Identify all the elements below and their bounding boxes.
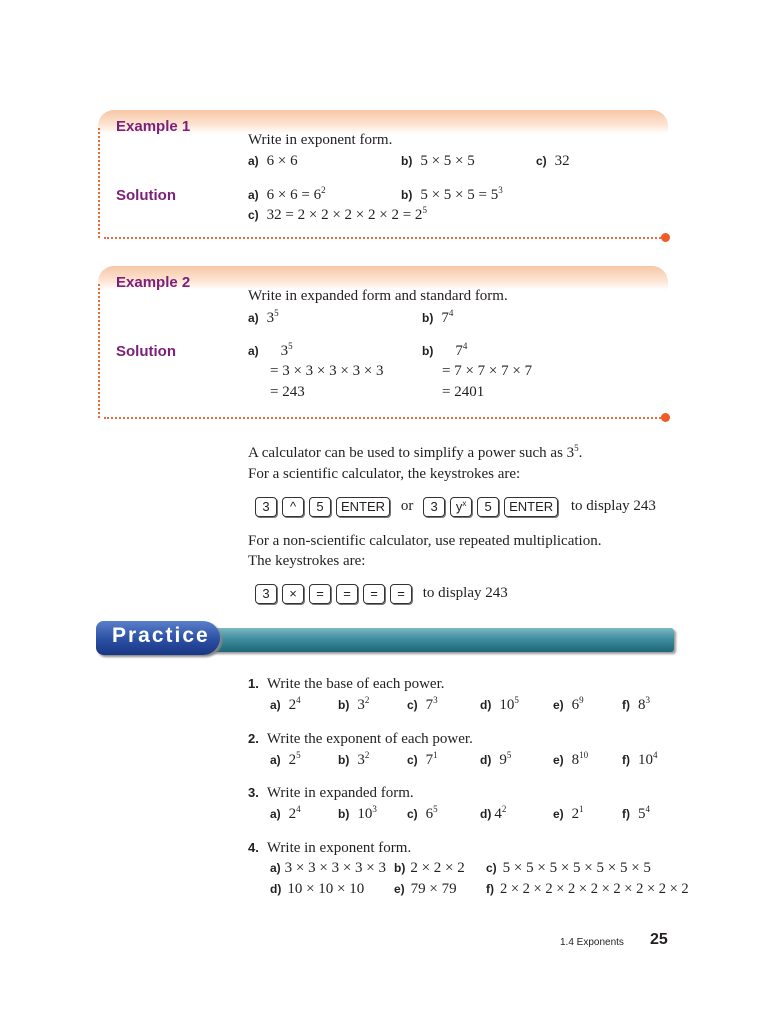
question-4-part: f) 2 × 2 × 2 × 2 × 2 × 2 × 2 × 2 × 2 bbox=[486, 881, 689, 897]
example-2-solution-b-expanded: = 7 × 7 × 7 × 7 bbox=[442, 363, 533, 379]
dotted-border bbox=[104, 237, 664, 239]
example-1-solution-label: Solution bbox=[116, 187, 176, 204]
question-3-part: e) $2^1$ bbox=[553, 804, 584, 822]
dotted-border bbox=[98, 128, 100, 238]
calc-key: 3 bbox=[423, 497, 445, 517]
practice-title: Practice bbox=[112, 624, 210, 647]
question-3-prompt: 3. Write in expanded form. bbox=[248, 785, 414, 801]
calc-key: ENTER bbox=[504, 497, 558, 517]
example-1-part-a: a) 6 × 6 bbox=[248, 153, 298, 169]
dotted-border bbox=[98, 284, 100, 418]
example-1-label: Example 1 bbox=[116, 118, 191, 135]
question-1-prompt: 1. Write the base of each power. bbox=[248, 676, 445, 692]
calc-key: 5 bbox=[477, 497, 499, 517]
example-2-solution-b: b) $7^4$ bbox=[422, 341, 468, 359]
example-2-part-a: a) $3^5$ bbox=[248, 308, 279, 326]
example-2-solution-b-standard: = 2401 bbox=[442, 384, 485, 400]
calculator-line-2: For a scientific calculator, the keystrokes are: bbox=[248, 466, 521, 482]
bullet-dot bbox=[661, 413, 670, 422]
calculator-line-1: A calculator can be used to simplify a power such as $3^5$. bbox=[248, 443, 583, 461]
question-1-part: f) $8^3$ bbox=[622, 695, 650, 713]
display-text: to display 243 bbox=[422, 585, 508, 602]
footer-section-title: 1.4 Exponents bbox=[560, 937, 624, 948]
calc-key: ^ bbox=[282, 497, 304, 517]
question-1-part: a) $2^4$ bbox=[270, 695, 301, 713]
question-4-part: a) 3 × 3 × 3 × 3 × 3 bbox=[270, 860, 387, 876]
calc-key-y-to-x: $y^x$ bbox=[450, 497, 472, 517]
example-2-solution-a-expanded: = 3 × 3 × 3 × 3 × 3 bbox=[270, 363, 384, 379]
question-1-part: d) $10^5$ bbox=[480, 695, 519, 713]
question-2-part: e) $8^{10}$ bbox=[553, 750, 589, 768]
example-1-part-c: c) 32 bbox=[536, 153, 570, 169]
question-1-part: b) $3^2$ bbox=[338, 695, 370, 713]
calc-key: = bbox=[363, 584, 385, 604]
question-4-part: b) 2 × 2 × 2 bbox=[394, 860, 465, 876]
practice-header-bar bbox=[196, 628, 674, 652]
calc-key: ENTER bbox=[336, 497, 390, 517]
question-1-part: c) $7^3$ bbox=[407, 695, 438, 713]
calc-key: × bbox=[282, 584, 304, 604]
display-text: to display 243 bbox=[570, 498, 656, 515]
calc-key: = bbox=[390, 584, 412, 604]
example-2-label: Example 2 bbox=[116, 274, 191, 291]
question-2-part: b) $3^2$ bbox=[338, 750, 370, 768]
question-3-part: a) $2^4$ bbox=[270, 804, 301, 822]
example-2-solution-label: Solution bbox=[116, 343, 176, 360]
page-number: 25 bbox=[650, 931, 668, 948]
question-4-part: d) 10 × 10 × 10 bbox=[270, 881, 365, 897]
question-2-part: c) $7^1$ bbox=[407, 750, 438, 768]
question-3-part: c) $6^5$ bbox=[407, 804, 438, 822]
bullet-dot bbox=[661, 233, 670, 242]
example-2-prompt: Write in expanded form and standard form. bbox=[248, 288, 508, 304]
example-2-solution-a: a) $3^5$ bbox=[248, 341, 293, 359]
question-4-part: c) 5 × 5 × 5 × 5 × 5 × 5 × 5 bbox=[486, 860, 651, 876]
calc-key: = bbox=[309, 584, 331, 604]
calculator-line-4: The keystrokes are: bbox=[248, 553, 366, 569]
question-2-prompt: 2. Write the exponent of each power. bbox=[248, 731, 473, 747]
example-2-solution-a-standard: = 243 bbox=[270, 384, 305, 400]
question-3-part: d) $4^2$ bbox=[480, 804, 507, 822]
calc-key: = bbox=[336, 584, 358, 604]
calculator-line-3: For a non-scientific calculator, use repeated multiplication. bbox=[248, 533, 602, 549]
question-1-part: e) $6^9$ bbox=[553, 695, 584, 713]
question-3-part: b) $10^3$ bbox=[338, 804, 377, 822]
calc-key: 5 bbox=[309, 497, 331, 517]
question-4-part: e) 79 × 79 bbox=[394, 881, 457, 897]
dotted-border bbox=[104, 417, 664, 419]
practice-header bbox=[96, 621, 674, 657]
example-1-solution-c: c) $32 = 2 \times 2 \times 2 \times 2 \times 2 = 2^5$ bbox=[248, 205, 427, 223]
question-3-part: f) $5^4$ bbox=[622, 804, 650, 822]
example-1-prompt: Write in exponent form. bbox=[248, 132, 393, 148]
scientific-keystrokes bbox=[255, 497, 656, 517]
question-2-part: d) $9^5$ bbox=[480, 750, 512, 768]
or-text: or bbox=[400, 498, 414, 515]
example-1-solution-b: b) $5 \times 5 \times 5 = 5^3$ bbox=[401, 185, 503, 203]
example-2-part-b: b) $7^4$ bbox=[422, 308, 454, 326]
question-2-part: a) $2^5$ bbox=[270, 750, 301, 768]
non-scientific-keystrokes bbox=[255, 584, 508, 604]
calc-key: 3 bbox=[255, 584, 277, 604]
example-1-solution-a: a) $6 \times 6 = 6^2$ bbox=[248, 185, 326, 203]
example-1-part-b: b) 5 × 5 × 5 bbox=[401, 153, 475, 169]
question-4-prompt: 4. Write in exponent form. bbox=[248, 840, 412, 856]
practice-header-tab bbox=[96, 621, 220, 655]
question-2-part: f) $10^4$ bbox=[622, 750, 658, 768]
calc-key: 3 bbox=[255, 497, 277, 517]
